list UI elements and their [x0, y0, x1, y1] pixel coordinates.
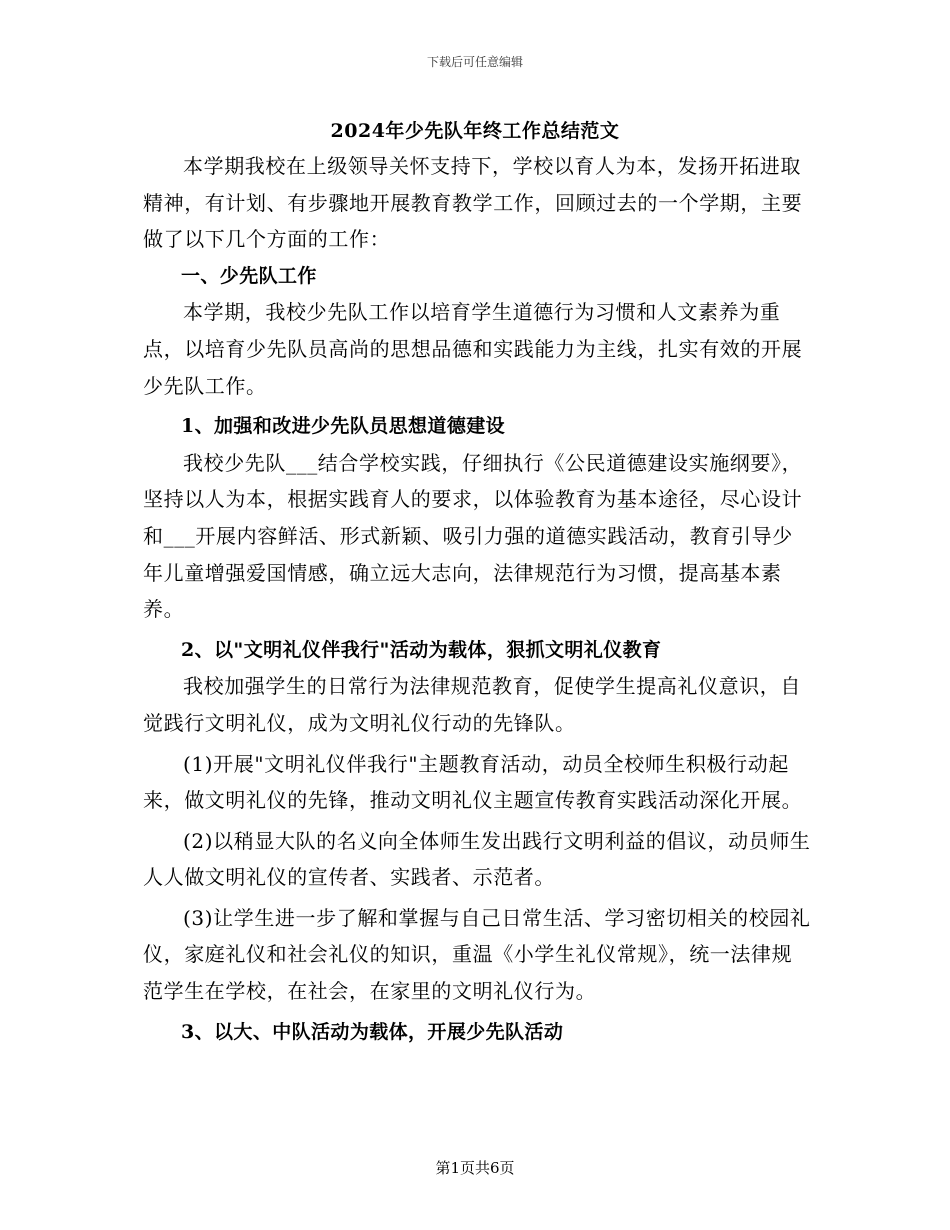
sub-heading-3: 3、以大、中队活动为载体，开展少先队活动 — [181, 1020, 564, 1043]
sub-paragraph-1: 我校少先队___结合学校实践，仔细执行《公民道德建设实施纲要》，坚持以人为本，根据实践育人的要求，以体验教育为基本途径，尽心设计和___开展内容鲜活、形式新颖、吸引力强的道德实践活动，教育引导少年儿童增强爱国情感，确立远大志向，法律规范行为习惯，提高基本素养。 — [143, 450, 803, 622]
sub-heading-2: 2、以"文明礼仪伴我行"活动为载体，狠抓文明礼仪教育 — [181, 638, 662, 661]
list-item-2: (2)以稍显大队的名义向全体师生发出践行文明利益的倡议，动员师生人人做文明礼仪的宣传者、实践者、示范者。 — [143, 828, 811, 890]
section-paragraph-1: 本学期，我校少先队工作以培育学生道德行为习惯和人文素养为重点，以培育少先队员高尚的思想品德和实践能力为主线，扎实有效的开展少先队工作。 — [143, 300, 803, 398]
page-number-footer: 第1页共6页 — [435, 1159, 515, 1177]
header-note: 下载后可任意编辑 — [426, 55, 523, 69]
sub-heading-1: 1、加强和改进少先队员思想道德建设 — [181, 415, 506, 438]
sub-paragraph-2: 我校加强学生的日常行为法律规范教育，促使学生提高礼仪意识，自觉践行文明礼仪，成为文明礼仪行动的先锋队。 — [143, 674, 801, 735]
document-title: 2024年少先队年终工作总结范文 — [330, 120, 620, 142]
section-heading-1: 一、少先队工作 — [181, 264, 317, 287]
list-item-1: (1)开展"文明礼仪伴我行"主题教育活动，动员全校师生积极行动起来，做文明礼仪的先锋，推动文明礼仪主题宣传教育实践活动深化开展。 — [143, 751, 803, 813]
list-item-3: (3)让学生进一步了解和掌握与自己日常生活、学习密切相关的校园礼仪，家庭礼仪和社会礼仪的知识，重温《小学生礼仪常规》，统一法律规范学生在学校，在社会，在家里的文明礼仪行为。 — [143, 905, 811, 1004]
intro-paragraph: 本学期我校在上级领导关怀支持下，学校以育人为本，发扬开拓进取精神，有计划、有步骤地开展教育教学工作，回顾过去的一个学期，主要做了以下几个方面的工作： — [143, 154, 803, 252]
document-body — [143, 148, 811, 1050]
